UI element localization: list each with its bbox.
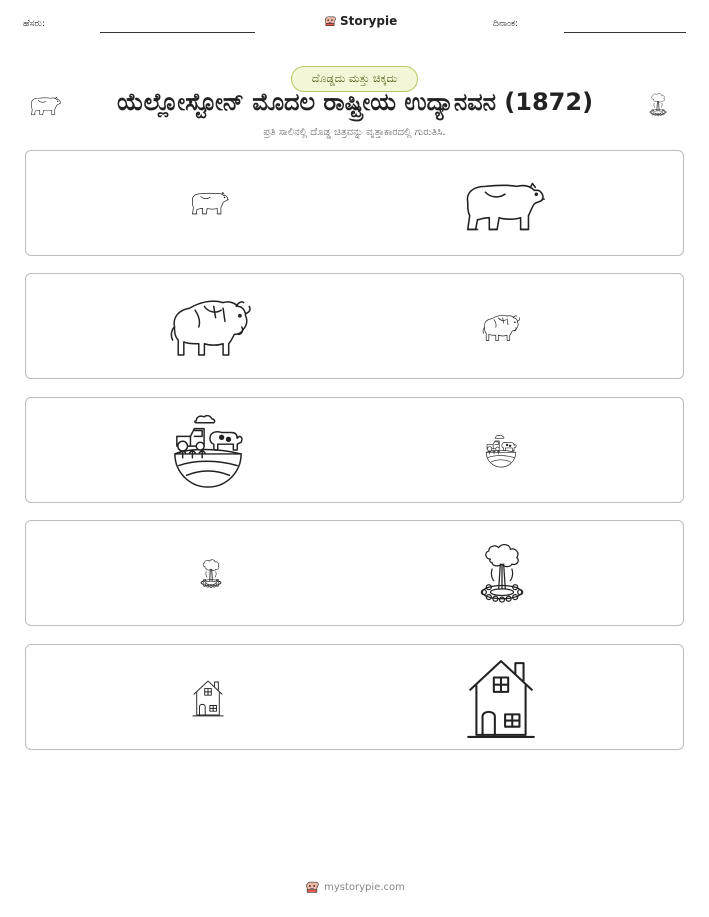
bison-icon[interactable] (167, 290, 253, 362)
storypie-mascot-icon (323, 13, 337, 29)
date-field-line[interactable] (564, 32, 686, 33)
comparison-row (25, 397, 684, 503)
house-icon[interactable] (192, 679, 224, 717)
bear-icon[interactable] (187, 185, 231, 219)
comparison-row (25, 150, 684, 256)
comparison-row (25, 273, 684, 379)
worksheet-badge: ದೊಡ್ಡದು ಮತ್ತು ಚಿಕ್ಕದು (291, 66, 418, 92)
geyser-icon[interactable] (195, 555, 227, 593)
comparison-row (25, 520, 684, 626)
bear-icon[interactable] (456, 170, 550, 238)
bear-icon (27, 92, 63, 118)
page-title: ಯೆಲ್ಲೋಸ್ಟೋನ್ ಮೊದಲ ರಾಷ್ಟ್ರೀಯ ಉದ್ಯಾನವನ (1872) (116, 88, 594, 116)
brand-name: Storypie (340, 14, 398, 28)
bison-icon[interactable] (481, 310, 521, 344)
farm-icon[interactable] (168, 413, 248, 489)
name-label: ಹೆಸರು: (23, 19, 46, 29)
geyser-icon (645, 90, 671, 120)
house-icon[interactable] (466, 657, 536, 739)
footer-url[interactable]: mystorypie.com (324, 881, 405, 893)
name-field-line[interactable] (100, 32, 255, 33)
storypie-mascot-icon (304, 879, 320, 895)
storypie-logo (323, 13, 397, 29)
page-footer (0, 879, 709, 895)
date-label: ದಿನಾಂಕ: (493, 19, 519, 29)
worksheet-header (0, 0, 709, 45)
comparison-row (25, 644, 684, 750)
farm-icon[interactable] (483, 434, 519, 468)
instruction-text: ಪ್ರತಿ ಸಾಲಿನಲ್ಲಿ ದೊಡ್ಡ ಚಿತ್ರವನ್ನು ವೃತ್ತಾಕಾರದಲ್ಲಿ ಗುರುತಿಸಿ. (263, 127, 446, 138)
geyser-icon[interactable] (469, 535, 535, 613)
